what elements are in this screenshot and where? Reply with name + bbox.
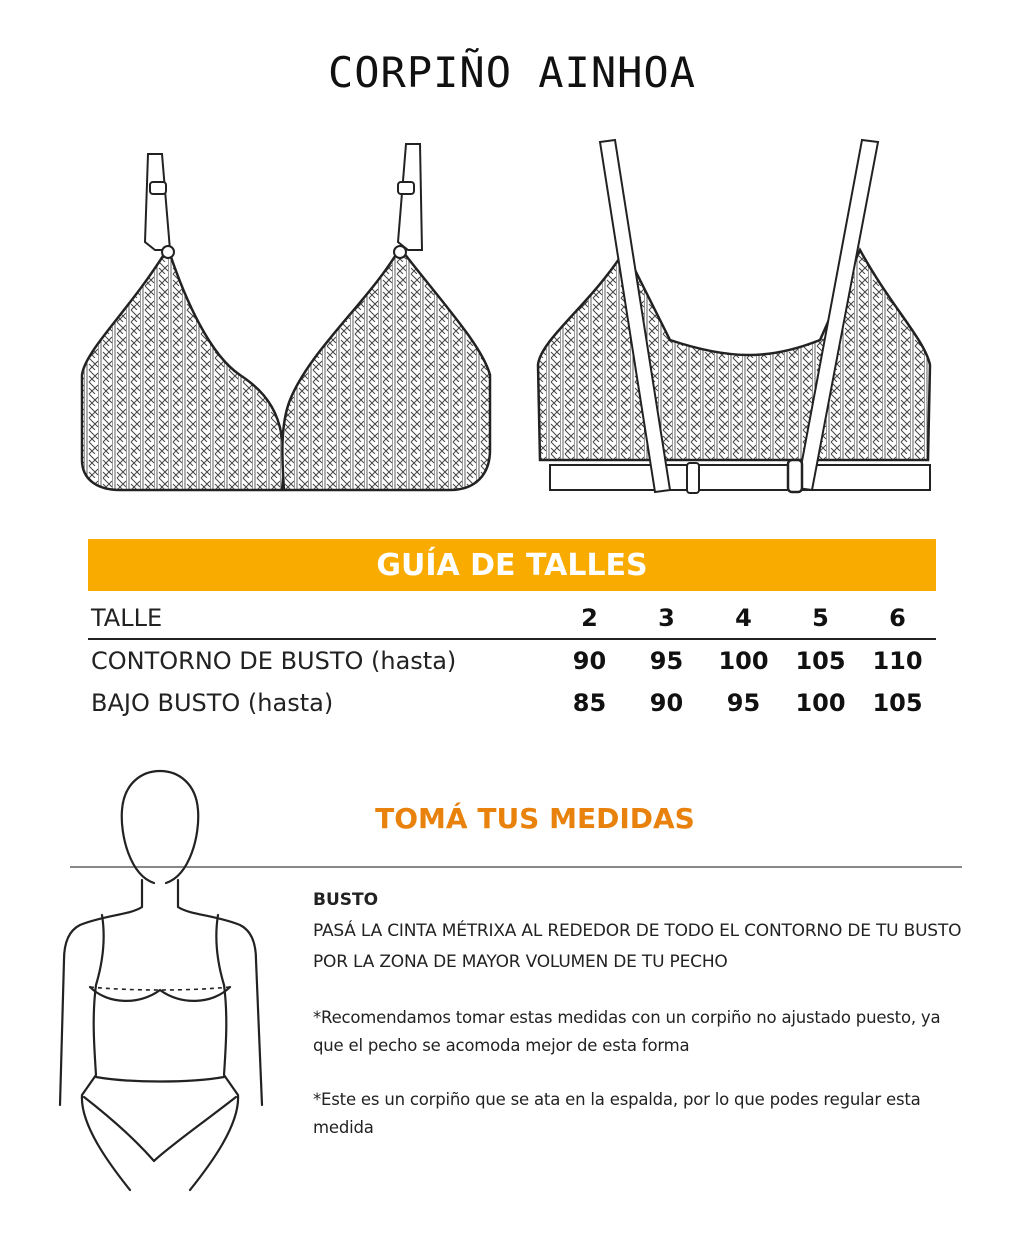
size-header-label: TALLE [88,598,551,639]
size-guide-heading: GUÍA DE TALLES [88,539,936,591]
table-row [88,639,936,682]
bust-value: 110 [872,647,923,675]
measure-heading: TOMÁ TUS MEDIDAS [375,802,695,835]
underbust-value: 100 [795,689,846,717]
underbust-value: 95 [726,689,761,717]
size-table [88,598,936,724]
bust-value: 105 [795,647,846,675]
body-figure-illustration [50,765,300,1205]
size-col-6: 6 [859,598,936,639]
bust-value: 90 [572,647,607,675]
bra-back-view [538,140,930,493]
size-col-5: 5 [782,598,859,639]
size-col-2: 2 [551,598,628,639]
busto-title: BUSTO [313,890,379,910]
note-adjustable: *Este es un corpiño que se ata en la espalda, por lo que podes regular esta medida [313,1090,921,1137]
row-label-underbust: BAJO BUSTO (hasta) [91,689,334,717]
bra-front-view [82,144,490,490]
bra-illustration [70,130,950,500]
row-label-bust: CONTORNO DE BUSTO (hasta) [91,647,457,675]
underbust-value: 90 [649,689,684,717]
table-row [88,682,936,724]
measure-instructions [313,890,968,1142]
size-col-4: 4 [705,598,782,639]
underbust-value: 105 [872,689,923,717]
bust-value: 95 [649,647,684,675]
note-recommendation: *Recomendamos tomar estas medidas con un corpiño no ajustado puesto, ya que el pecho se acomoda mejor de esta forma [313,1008,941,1055]
bust-value: 100 [718,647,769,675]
size-col-3: 3 [628,598,705,639]
size-table-header-row [88,598,936,639]
page-title: CORPIÑO AINHOA [327,48,696,97]
busto-instructions: PASÁ LA CINTA MÉTRIXA AL REDEDOR DE TODO EL CONTORNO DE TU BUSTO POR LA ZONA DE MAYOR VOLUMEN DE TU PECHO [313,921,962,972]
underbust-value: 85 [572,689,607,717]
